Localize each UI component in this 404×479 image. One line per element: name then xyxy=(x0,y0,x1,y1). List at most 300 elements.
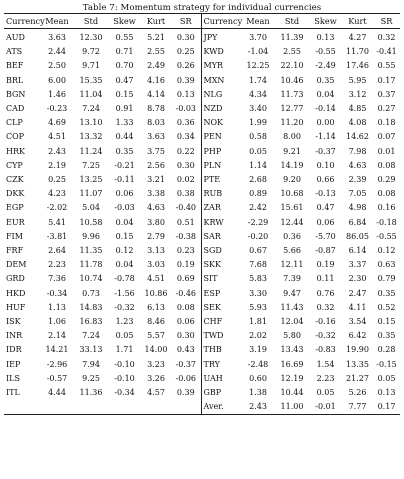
cell-skew-left: 0.04 xyxy=(115,260,134,270)
cell-mean-left: 4.69 xyxy=(48,118,66,128)
cell-std-left: 11.04 xyxy=(79,89,103,99)
cell-currency-right: ESP xyxy=(203,288,221,298)
cell-skew-left: 1.71 xyxy=(115,345,134,355)
cell-mean-right: 1.38 xyxy=(249,388,267,398)
cell-kurt-right: 2.47 xyxy=(348,288,367,298)
cell-std-right: 13.43 xyxy=(280,345,304,355)
table-row xyxy=(4,201,400,215)
cell-skew-left: 0.71 xyxy=(115,47,134,57)
cell-mean-left: 2.50 xyxy=(48,61,66,71)
cell-sr-right: 0.08 xyxy=(377,189,396,199)
cell-mean-left: 2.64 xyxy=(48,246,66,256)
cell-currency-left: FRF xyxy=(6,246,24,256)
table-row xyxy=(4,343,400,357)
cell-currency-right: GBP xyxy=(203,388,222,398)
cell-currency-left: HUF xyxy=(6,302,26,312)
cell-sr-right: 0.32 xyxy=(377,33,396,42)
cell-sr-left: 0.39 xyxy=(171,386,201,400)
cell-kurt-left: 3.23 xyxy=(147,359,165,369)
cell-skew-left: 0.15 xyxy=(115,231,134,241)
table-row xyxy=(4,358,400,372)
cell-mean-right: -0.20 xyxy=(247,231,269,241)
cell-std-left: 16.83 xyxy=(79,317,103,327)
cell-kurt-left: 3.80 xyxy=(147,217,165,227)
cell-std-left xyxy=(74,400,108,415)
table-row xyxy=(4,216,400,230)
table-row xyxy=(4,29,400,46)
cell-kurt-right: 7.77 xyxy=(348,402,367,412)
cell-sr-right: -0.15 xyxy=(376,359,397,369)
cell-kurt-right: 6.84 xyxy=(348,217,367,227)
cell-std-left: 11.36 xyxy=(79,388,103,398)
table-row xyxy=(4,329,400,343)
cell-kurt-right: 21.27 xyxy=(346,373,369,383)
cell-mean-left: 1.13 xyxy=(48,302,66,312)
cell-sr-right: 0.29 xyxy=(377,175,396,185)
cell-currency-right: SGD xyxy=(203,246,222,256)
cell-currency-left xyxy=(4,400,40,415)
cell-mean-right: 1.99 xyxy=(249,118,267,128)
cell-kurt-left xyxy=(141,400,171,415)
cell-std-left: 12.30 xyxy=(79,33,103,42)
cell-mean-right: 1.81 xyxy=(249,317,267,327)
cell-mean-left: 1.06 xyxy=(48,317,66,327)
cell-sr-right: 0.17 xyxy=(377,75,396,85)
cell-kurt-left: 4.63 xyxy=(147,203,165,213)
cell-std-left: 11.35 xyxy=(79,246,103,256)
cell-skew-right: 0.76 xyxy=(316,288,335,298)
cell-currency-left: AUD xyxy=(6,33,25,42)
header-currency-right: Currency xyxy=(201,14,241,29)
cell-kurt-right: 4.27 xyxy=(348,33,367,42)
cell-currency-right: MYR xyxy=(203,61,223,71)
cell-mean-left: -0.34 xyxy=(46,288,68,298)
cell-std-left: 15.35 xyxy=(79,75,103,85)
cell-mean-left: 1.46 xyxy=(48,89,66,99)
cell-kurt-right: 86.05 xyxy=(346,231,369,241)
cell-kurt-right: 5.95 xyxy=(348,75,367,85)
cell-skew-right: 0.19 xyxy=(316,260,335,270)
cell-sr-left: 0.08 xyxy=(171,301,201,315)
cell-currency-right: KRW xyxy=(203,217,224,227)
cell-currency-right: SAR xyxy=(203,231,221,241)
cell-sr-left: 0.19 xyxy=(171,258,201,272)
cell-skew-right: 2.23 xyxy=(316,373,335,383)
cell-skew-right: 0.10 xyxy=(316,160,335,170)
cell-kurt-left: 8.46 xyxy=(147,317,165,327)
cell-sr-left xyxy=(171,400,201,415)
cell-std-right: 11.73 xyxy=(280,89,304,99)
cell-kurt-left: 3.03 xyxy=(147,260,165,270)
header-kurt-right: Kurt xyxy=(342,14,373,29)
table-row xyxy=(4,45,400,59)
cell-mean-left: 3.63 xyxy=(48,33,66,42)
cell-currency-left: IEP xyxy=(6,359,21,369)
cell-currency-right: MXN xyxy=(203,75,225,85)
cell-mean-right: 3.19 xyxy=(249,345,267,355)
cell-currency-right: UAH xyxy=(203,373,223,383)
cell-mean-left: -3.81 xyxy=(46,231,68,241)
cell-std-right: 9.20 xyxy=(283,175,301,185)
table-row xyxy=(4,102,400,116)
cell-mean-right: -2.29 xyxy=(247,217,269,227)
table-row xyxy=(4,130,400,144)
cell-std-left: 5.04 xyxy=(82,203,100,213)
cell-currency-left: HKD xyxy=(6,288,26,298)
table-row xyxy=(4,372,400,386)
cell-currency-left: COP xyxy=(6,132,25,142)
cell-currency-left: CAD xyxy=(6,104,25,114)
cell-kurt-left: 14.00 xyxy=(144,345,168,355)
cell-std-left: 33.13 xyxy=(79,345,103,355)
cell-skew-right: -0.14 xyxy=(315,104,336,114)
cell-skew-right: -2.49 xyxy=(315,61,336,71)
cell-kurt-left: 5.57 xyxy=(147,331,165,341)
cell-mean-left xyxy=(40,400,74,415)
table-row xyxy=(4,272,400,286)
cell-currency-right: TRY xyxy=(203,359,220,369)
cell-currency-right: PEN xyxy=(203,132,222,142)
header-sr-left: SR xyxy=(171,14,201,29)
cell-sr-right: 0.12 xyxy=(377,246,396,256)
cell-mean-right: 5.83 xyxy=(249,274,267,284)
cell-currency-right: KWD xyxy=(203,47,224,57)
cell-std-right: 12.44 xyxy=(280,217,304,227)
header-row xyxy=(4,14,400,29)
cell-kurt-left: 6.13 xyxy=(147,302,165,312)
cell-kurt-right: 7.05 xyxy=(348,189,367,199)
cell-currency-left: CLP xyxy=(6,118,23,128)
cell-sr-left: 0.26 xyxy=(171,59,201,73)
cell-std-left: 7.25 xyxy=(82,160,100,170)
cell-kurt-left: 4.14 xyxy=(147,89,165,99)
cell-kurt-right: 7.98 xyxy=(348,146,367,156)
cell-currency-right: TWD xyxy=(203,331,224,341)
cell-currency-right: Aver. xyxy=(203,402,224,412)
cell-kurt-left: 3.21 xyxy=(147,175,165,185)
momentum-table xyxy=(4,13,400,415)
cell-skew-right: 0.11 xyxy=(316,274,335,284)
header-skew-right: Skew xyxy=(309,14,342,29)
table-row xyxy=(4,145,400,159)
cell-mean-left: 2.14 xyxy=(48,331,66,341)
cell-mean-right: 7.68 xyxy=(249,260,267,270)
cell-skew-right: -0.37 xyxy=(315,146,336,156)
cell-sr-left: -0.38 xyxy=(171,230,201,244)
cell-mean-left: 7.36 xyxy=(48,274,66,284)
cell-std-left: 13.10 xyxy=(79,118,103,128)
header-skew-left: Skew xyxy=(108,14,141,29)
cell-kurt-left: 2.56 xyxy=(147,160,165,170)
cell-std-right: 12.11 xyxy=(280,260,304,270)
cell-std-right: 8.00 xyxy=(283,132,301,142)
cell-currency-left: CZK xyxy=(6,175,24,185)
cell-mean-right: -2.48 xyxy=(247,359,269,369)
cell-skew-left: 0.15 xyxy=(115,89,134,99)
cell-sr-left: 0.34 xyxy=(171,130,201,144)
table-row xyxy=(4,287,400,301)
cell-mean-right: 4.34 xyxy=(249,89,267,99)
cell-std-right: 14.19 xyxy=(280,160,304,170)
cell-std-left: 7.94 xyxy=(82,359,100,369)
cell-std-left: 0.73 xyxy=(82,288,100,298)
cell-skew-left: -0.34 xyxy=(114,388,135,398)
cell-skew-right: -0.01 xyxy=(315,402,336,412)
cell-kurt-left: 8.03 xyxy=(147,118,165,128)
cell-mean-right: 0.67 xyxy=(249,246,267,256)
cell-kurt-left: 4.16 xyxy=(147,75,165,85)
table-row xyxy=(4,386,400,400)
header-kurt-left: Kurt xyxy=(141,14,171,29)
cell-sr-right: 0.01 xyxy=(377,146,396,156)
table-body xyxy=(4,29,400,415)
cell-sr-left: 0.13 xyxy=(171,88,201,102)
cell-std-right: 16.69 xyxy=(280,359,304,369)
cell-currency-right: PLN xyxy=(203,160,222,170)
cell-mean-right: 0.58 xyxy=(249,132,267,142)
cell-sr-left: 0.51 xyxy=(171,216,201,230)
cell-mean-right: 1.14 xyxy=(249,160,267,170)
cell-currency-right: SIT xyxy=(203,274,218,284)
cell-sr-left: -0.37 xyxy=(171,358,201,372)
cell-currency-left: ISK xyxy=(6,317,21,327)
cell-sr-left: 0.23 xyxy=(171,244,201,258)
cell-mean-right: 0.05 xyxy=(249,146,267,156)
cell-mean-left: -0.23 xyxy=(46,104,68,114)
cell-kurt-right: 2.39 xyxy=(348,175,367,185)
cell-skew-left: -0.10 xyxy=(114,373,135,383)
cell-currency-right: RUB xyxy=(203,189,223,199)
cell-skew-left xyxy=(108,400,141,415)
cell-kurt-right: 13.35 xyxy=(346,359,369,369)
cell-currency-left: INR xyxy=(6,331,23,341)
cell-skew-left: 0.12 xyxy=(115,246,134,256)
table-row xyxy=(4,116,400,130)
cell-std-left: 10.58 xyxy=(79,217,103,227)
cell-mean-right: 2.68 xyxy=(249,175,267,185)
table-container xyxy=(0,13,404,415)
cell-mean-right: 0.60 xyxy=(249,373,267,383)
cell-kurt-left: 3.63 xyxy=(147,132,165,142)
cell-std-left: 14.83 xyxy=(79,302,103,312)
cell-kurt-right: 4.85 xyxy=(348,104,367,114)
cell-sr-right: 0.35 xyxy=(377,331,396,341)
cell-skew-right: 1.54 xyxy=(316,359,335,369)
cell-kurt-left: 8.78 xyxy=(147,104,165,114)
header-std-left: Std xyxy=(74,14,108,29)
cell-skew-left: 1.33 xyxy=(115,118,134,128)
header-std-right: Std xyxy=(275,14,309,29)
cell-mean-right: 3.30 xyxy=(249,288,267,298)
cell-sr-right: 0.17 xyxy=(377,402,396,412)
cell-kurt-left: 3.13 xyxy=(147,246,165,256)
cell-kurt-left: 5.21 xyxy=(147,33,165,42)
cell-sr-right: -0.18 xyxy=(376,217,397,227)
cell-sr-right: 0.37 xyxy=(377,89,396,99)
cell-currency-left: BEF xyxy=(6,61,24,71)
table-row xyxy=(4,400,400,415)
cell-std-left: 7.24 xyxy=(82,104,100,114)
cell-std-right: 11.43 xyxy=(280,302,304,312)
cell-kurt-right: 4.11 xyxy=(348,302,367,312)
table-row xyxy=(4,258,400,272)
cell-std-left: 10.74 xyxy=(79,274,103,284)
cell-currency-left: ATS xyxy=(6,47,23,57)
cell-sr-right: 0.63 xyxy=(377,260,396,270)
cell-std-right: 10.44 xyxy=(280,388,304,398)
cell-kurt-right: 3.12 xyxy=(348,89,367,99)
cell-currency-right: NOK xyxy=(203,118,224,128)
cell-sr-right: 0.35 xyxy=(377,288,396,298)
table-row xyxy=(4,244,400,258)
cell-std-right: 10.68 xyxy=(280,189,304,199)
cell-std-right: 11.20 xyxy=(280,118,304,128)
cell-skew-right: -0.55 xyxy=(315,47,336,57)
cell-currency-right: THB xyxy=(203,345,222,355)
cell-currency-right: JPY xyxy=(203,33,218,42)
cell-currency-left: DEM xyxy=(6,260,27,270)
cell-kurt-left: 2.55 xyxy=(147,47,165,57)
cell-mean-right: -1.04 xyxy=(247,47,269,57)
cell-currency-left: EGP xyxy=(6,203,24,213)
cell-sr-left: -0.40 xyxy=(171,201,201,215)
cell-currency-right: NLG xyxy=(203,89,223,99)
cell-std-left: 13.32 xyxy=(79,132,103,142)
table-row xyxy=(4,187,400,201)
cell-currency-left: EUR xyxy=(6,217,25,227)
cell-std-right: 9.47 xyxy=(283,288,301,298)
cell-skew-left: -0.21 xyxy=(114,160,135,170)
cell-std-left: 9.96 xyxy=(82,231,100,241)
cell-skew-right: 0.66 xyxy=(316,175,335,185)
cell-mean-right: 3.40 xyxy=(249,104,267,114)
cell-sr-left: 0.36 xyxy=(171,116,201,130)
cell-std-left: 13.25 xyxy=(79,175,103,185)
cell-sr-left: 0.39 xyxy=(171,74,201,88)
table-row xyxy=(4,59,400,73)
cell-mean-right: 2.02 xyxy=(249,331,267,341)
table-row xyxy=(4,315,400,329)
cell-kurt-right: 6.42 xyxy=(348,331,367,341)
cell-sr-right: 0.08 xyxy=(377,160,396,170)
cell-mean-left: 2.44 xyxy=(48,47,66,57)
cell-kurt-right: 2.30 xyxy=(348,274,367,284)
cell-sr-left: 0.30 xyxy=(171,159,201,173)
cell-std-left: 7.24 xyxy=(82,331,100,341)
cell-mean-right: 1.74 xyxy=(249,75,267,85)
cell-sr-right: 0.15 xyxy=(377,317,396,327)
cell-std-right: 22.10 xyxy=(280,61,304,71)
cell-kurt-left: 10.86 xyxy=(144,288,168,298)
cell-skew-left: -0.10 xyxy=(114,359,135,369)
table-row xyxy=(4,159,400,173)
table-row xyxy=(4,173,400,187)
cell-kurt-right: 17.46 xyxy=(346,61,369,71)
cell-mean-right: 12.25 xyxy=(246,61,270,71)
cell-std-right: 11.39 xyxy=(280,33,304,42)
cell-mean-left: 14.21 xyxy=(45,345,69,355)
cell-sr-left: 0.02 xyxy=(171,173,201,187)
cell-mean-left: 2.43 xyxy=(48,146,66,156)
cell-kurt-right: 14.62 xyxy=(346,132,369,142)
cell-std-left: 9.25 xyxy=(82,373,100,383)
cell-skew-left: 0.70 xyxy=(115,61,134,71)
cell-std-right: 5.66 xyxy=(283,246,301,256)
cell-skew-left: 0.06 xyxy=(115,189,134,199)
cell-std-left: 11.07 xyxy=(79,189,103,199)
cell-skew-right: 0.05 xyxy=(316,388,335,398)
cell-skew-right: -5.70 xyxy=(315,231,336,241)
cell-std-right: 11.00 xyxy=(280,402,304,412)
cell-currency-left: HRK xyxy=(6,146,25,156)
cell-currency-left: ITL xyxy=(6,388,20,398)
cell-std-left: 9.71 xyxy=(82,61,100,71)
cell-kurt-left: 2.49 xyxy=(147,61,165,71)
cell-sr-left: 0.30 xyxy=(171,29,201,46)
cell-std-right: 15.61 xyxy=(280,203,304,213)
cell-currency-right: CHF xyxy=(203,317,223,327)
cell-skew-left: -0.03 xyxy=(114,203,135,213)
cell-std-right: 12.19 xyxy=(280,373,304,383)
cell-skew-left: 1.23 xyxy=(115,317,134,327)
cell-sr-right: 0.07 xyxy=(377,132,396,142)
cell-currency-right: NZD xyxy=(203,104,223,114)
cell-skew-left: -0.78 xyxy=(114,274,135,284)
cell-skew-left: 0.47 xyxy=(115,75,134,85)
cell-sr-left: -0.06 xyxy=(171,372,201,386)
cell-sr-left: -0.46 xyxy=(171,287,201,301)
cell-skew-right: 0.35 xyxy=(316,75,335,85)
cell-mean-right: 3.70 xyxy=(249,33,267,42)
cell-skew-right: 0.32 xyxy=(316,302,335,312)
cell-kurt-right: 19.90 xyxy=(346,345,369,355)
table-caption: Table 7: Momentum strategy for individual currencies xyxy=(82,3,322,13)
cell-kurt-left: 3.38 xyxy=(147,189,165,199)
cell-skew-left: 0.44 xyxy=(115,132,134,142)
header-currency-left: Currency xyxy=(4,14,40,29)
cell-skew-right: 0.13 xyxy=(316,33,335,42)
cell-mean-left: -2.96 xyxy=(46,359,68,369)
cell-mean-left: 4.51 xyxy=(48,132,66,142)
cell-sr-right: -0.55 xyxy=(376,231,397,241)
cell-kurt-right: 4.63 xyxy=(348,160,367,170)
cell-kurt-right: 11.70 xyxy=(346,47,369,57)
cell-std-left: 11.78 xyxy=(79,260,103,270)
table-row xyxy=(4,230,400,244)
cell-kurt-right: 4.08 xyxy=(348,118,367,128)
cell-sr-left: 0.43 xyxy=(171,343,201,357)
cell-skew-right: -1.14 xyxy=(315,132,336,142)
cell-std-right: 0.36 xyxy=(283,231,301,241)
cell-sr-right: 0.52 xyxy=(377,302,396,312)
cell-sr-left: 0.38 xyxy=(171,187,201,201)
table-row xyxy=(4,74,400,88)
cell-std-right: 9.21 xyxy=(283,146,301,156)
cell-skew-right: -0.13 xyxy=(315,189,336,199)
cell-sr-left: 0.25 xyxy=(171,45,201,59)
cell-kurt-right: 5.26 xyxy=(348,388,367,398)
table-row xyxy=(4,88,400,102)
cell-mean-right: 5.93 xyxy=(249,302,267,312)
cell-skew-right: -0.32 xyxy=(315,331,336,341)
cell-sr-left: 0.22 xyxy=(171,145,201,159)
cell-std-right: 7.39 xyxy=(283,274,301,284)
cell-mean-right: 2.43 xyxy=(249,402,267,412)
cell-std-right: 10.46 xyxy=(280,75,304,85)
cell-kurt-right: 6.14 xyxy=(348,246,367,256)
cell-mean-left: 2.19 xyxy=(48,160,66,170)
cell-currency-left: BRL xyxy=(6,75,24,85)
